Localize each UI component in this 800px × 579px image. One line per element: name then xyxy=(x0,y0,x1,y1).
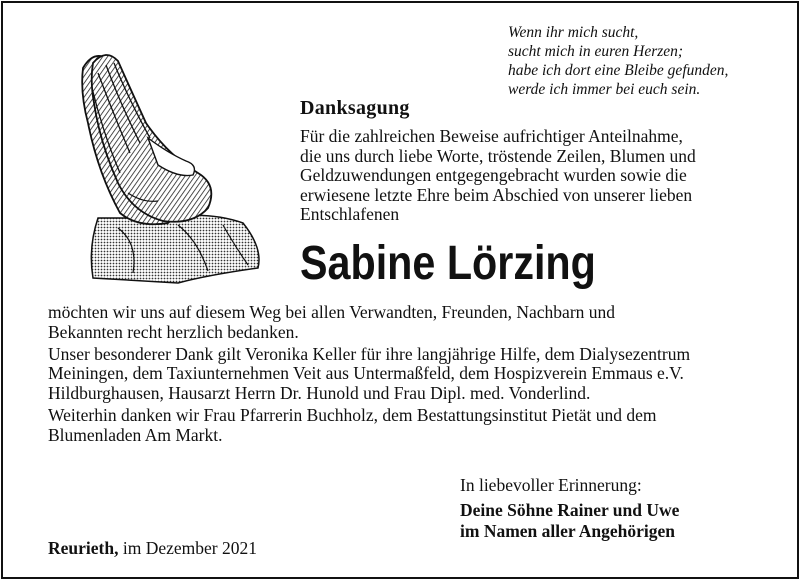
paragraph xyxy=(48,406,788,446)
intro-line: erwiesene letzte Ehre beim Abschied von unserer lieben xyxy=(300,184,693,205)
intro-line: Für die zahlreichen Beweise aufrichtiger Anteilnahme, xyxy=(300,126,683,146)
place-town: Reurieth, xyxy=(48,538,119,558)
poem-line: werde ich immer bei euch sein. xyxy=(508,81,701,98)
heading: Danksagung xyxy=(300,97,410,119)
paragraph xyxy=(48,303,788,343)
closing-line: In liebevoller Erinnerung: xyxy=(460,475,642,495)
poem-line: Wenn ihr mich sucht, xyxy=(508,24,639,41)
body-text xyxy=(48,303,788,448)
deceased-name: Sabine Lörzing xyxy=(300,237,596,290)
praying-hands-icon xyxy=(58,43,273,288)
paragraph xyxy=(48,345,788,404)
paragraph-line: Hildburghausen, Hausarzt Herrn Dr. Hunold und Frau Dipl. med. Vonderlind. xyxy=(48,383,591,404)
paragraph-line: Blumenladen Am Markt. xyxy=(48,424,223,445)
signature-line: im Namen aller Angehörigen xyxy=(460,520,676,541)
poem xyxy=(508,23,788,99)
intro-line: Entschlafenen xyxy=(300,204,400,225)
poem-line: habe ich dort eine Bleibe gefunden, xyxy=(508,62,729,79)
intro-text xyxy=(300,127,780,225)
poem-line: sucht mich in euren Herzen; xyxy=(508,43,684,60)
place-date-text: im Dezember 2021 xyxy=(122,538,257,558)
place-date xyxy=(48,538,257,558)
intro-line: Geldzuwendungen entgegengebracht wurden sowie die xyxy=(300,165,687,186)
signature-line: Deine Söhne Rainer und Uwe xyxy=(460,500,680,520)
obituary-notice xyxy=(1,1,799,579)
paragraph-line: möchten wir uns auf diesem Weg bei allen Verwandten, Freunden, Nachbarn und xyxy=(48,302,616,322)
signature xyxy=(460,500,679,541)
paragraph-line: Bekannten recht herzlich bedanken. xyxy=(48,321,299,342)
paragraph-line: Weiterhin danken wir Frau Pfarrerin Buchholz, dem Bestattungsinstitut Pietät und dem xyxy=(48,404,657,425)
intro-line: die uns durch liebe Worte, tröstende Zeilen, Blumen und xyxy=(300,145,696,166)
paragraph-line: Meiningen, dem Taxiunternehmen Veit aus Untermaßfeld, dem Hospizverein Emmaus e.V. xyxy=(48,363,684,384)
paragraph-line: Unser besonderer Dank gilt Veronika Keller für ihre langjährige Hilfe, dem Dialysezentrum xyxy=(48,343,691,364)
